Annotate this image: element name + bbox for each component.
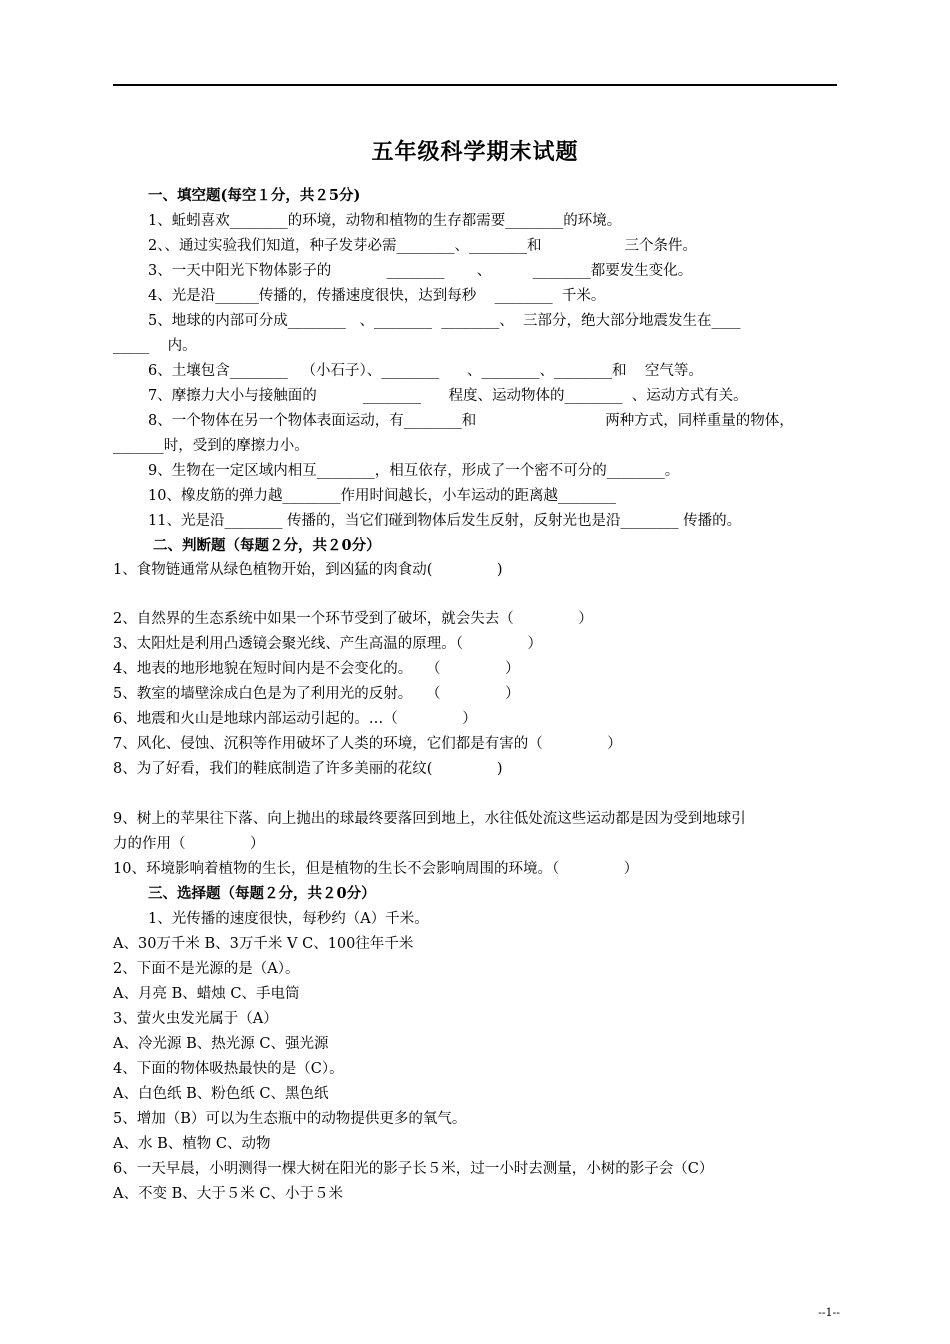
question-line: 6、地震和火山是地球内部运动引起的。…（ ） (113, 711, 477, 727)
question-line: 4、光是沿______传播的，传播速度很快，达到每秒 ________ 千米。 (148, 288, 606, 304)
answer-options: A、冷光源 B、热光源 C、强光源 (113, 1036, 329, 1052)
section-heading-choice: 三、选择题（每题２分，共２0分） (148, 885, 376, 902)
question-line: 5、增加（B）可以为生态瓶中的动物提供更多的氧气。 (113, 1111, 467, 1127)
answer-options: A、水 B、植物 C、动物 (113, 1136, 271, 1152)
question-line: 10、环境影响着植物的生长，但是植物的生长不会影响周围的环境。（ ） (113, 861, 639, 877)
question-line: 2、下面不是光源的是（A）。 (113, 961, 300, 977)
answer-options: A、白色纸 B、粉色纸 C、黑色纸 (113, 1086, 329, 1102)
page-number: --1-- (818, 1306, 840, 1319)
header-rule (113, 84, 837, 86)
question-line: 1、光传播的速度很快，每秒约（A）千米。 (148, 911, 429, 927)
question-line: 9、树上的苹果往下落、向上抛出的球最终要落回到地上，水往低处流这些运动都是因为受到地球引 (113, 811, 746, 827)
question-line: 6、一天早晨，小明测得一棵大树在阳光的影子长５米，过一小时去测量，小树的影子会（C） (113, 1161, 714, 1177)
question-line: 2、、通过实验我们知道，种子发芽必需________、________和 三个条件。 (148, 238, 697, 254)
question-line: _______时，受到的摩擦力小。 (113, 438, 309, 454)
section-heading-fill: 一、填空题(每空１分，共２5分) (148, 187, 361, 204)
question-line: 3、萤火虫发光属于（A） (113, 1011, 278, 1027)
question-line: 3、太阳灶是利用凸透镜会聚光线、产生高温的原理。（ ） (113, 636, 543, 652)
answer-options: A、30万千米 B、3万千米 V C、100往年千米 (113, 936, 414, 952)
question-line: 8、为了好看，我们的鞋底制造了许多美丽的花纹( ) (113, 761, 503, 777)
question-line: 6、土壤包含________ （小石子）、________ 、________、________和 空气等。 (148, 363, 703, 379)
question-line: 2、自然界的生态系统中如果一个环节受到了破坏，就会失去（ ） (113, 611, 593, 627)
question-line: _____ 内。 (113, 338, 197, 354)
question-line: 力的作用（ ） (113, 836, 265, 852)
page-title: 五年级科学期末试题 (371, 140, 579, 165)
question-line: 9、生物在一定区域内相互________，相互依存，形成了一个密不可分的________。 (148, 463, 680, 479)
question-line: 4、下面的物体吸热最快的是（C）。 (113, 1061, 344, 1077)
question-line: 7、风化、侵蚀、沉积等作用破坏了人类的环境，它们都是有害的（ ） (113, 736, 622, 752)
question-line: 10、橡皮筋的弹力越________作用时间越长，小车运动的距离越________ (148, 488, 616, 504)
question-line: 5、教室的墙壁涂成白色是为了利用光的反射。 （ ） (113, 686, 520, 702)
question-line: 3、一天中阳光下物体影子的 ________ 、 ________都要发生变化。 (148, 263, 693, 279)
question-line: 4、地表的地形地貌在短时间内是不会变化的。 （ ） (113, 661, 520, 677)
question-line: 1、蚯蚓喜欢________的环境，动物和植物的生存都需要________的环境。 (148, 213, 622, 229)
question-line: 7、摩擦力大小与接触面的 ________ 程度、运动物体的________ 、运动方式有关。 (148, 388, 748, 404)
section-heading-judge: 二、判断题（每题２分，共２0分） (153, 537, 381, 554)
question-line: 1、食物链通常从绿色植物开始，到凶猛的肉食动( ) (113, 562, 503, 578)
answer-options: A、月亮 B、蜡烛 C、手电筒 (113, 986, 300, 1002)
question-line: 8、一个物体在另一个物体表面运动，有________和 两种方式，同样重量的物体， (148, 413, 794, 429)
question-line: 11、光是沿________ 传播的，当它们碰到物体后发生反射，反射光也是沿________ 传播的。 (148, 513, 742, 529)
answer-options: A、不变 B、大于５米 C、小于５米 (113, 1186, 343, 1202)
question-line: 5、地球的内部可分成________ 、________ ________、 三部分，绝大部分地震发生在____ (148, 313, 741, 329)
